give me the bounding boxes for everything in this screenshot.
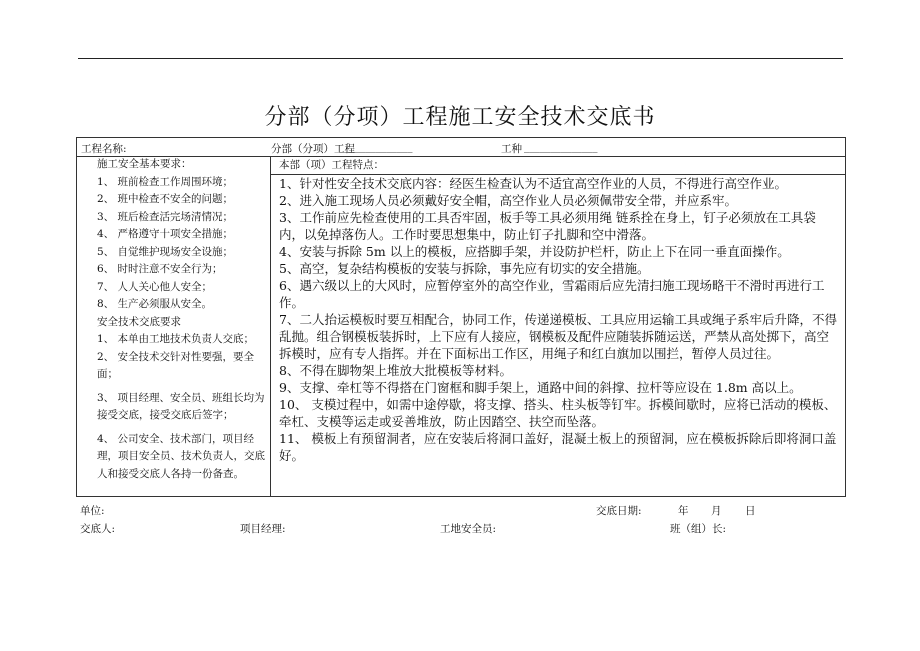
list-item: 6、遇六级以上的大风时，应暂停室外的高空作业，雪霜雨后应先清扫施工现场略干不滑时再进行工作。 bbox=[279, 278, 825, 310]
list-item: 4、 公司安全、技术部门，项目经理，项目安全员、技术负责人，交底人和接受交底人各持一份备查。 bbox=[97, 432, 265, 480]
disclosure-table bbox=[76, 137, 846, 497]
left-column bbox=[77, 156, 270, 483]
team-leader-label: 班（组）长: bbox=[670, 523, 727, 535]
list-item: 3、 项目经理、安全员、班组长均为接受交底，接受交底后签字； bbox=[97, 391, 265, 421]
project-manager-label: 项目经理: bbox=[240, 523, 286, 535]
unit-label: 单位: bbox=[80, 505, 105, 517]
list-item: 8、不得在脚物架上堆放大批模板等材料。 bbox=[279, 363, 512, 378]
project-name-label: 工程名称: bbox=[81, 143, 127, 155]
list-item: 2、进入施工现场人员必须戴好安全帽，高空作业人员必须佩带安全带，并应系牢。 bbox=[279, 193, 737, 208]
date-day: 日 bbox=[745, 505, 756, 517]
date-year: 年 bbox=[678, 505, 689, 517]
sub-project-label: 分部（分项）工程 bbox=[271, 143, 355, 155]
list-item: 2、 班中检查不安全的问题； bbox=[97, 193, 234, 205]
basic-requirements-title: 施工安全基本要求： bbox=[97, 158, 192, 170]
list-item: 2、 安全技术交针对性要强，要全面； bbox=[97, 350, 255, 380]
list-item: 5、高空，复杂结构模板的安装与拆除，事先应有切实的安全措施。 bbox=[279, 261, 650, 276]
list-item: 4、安装与拆除 5m 以上的模板，应搭脚手架，并设防护栏杆，防止上下在同一垂直面操作。 bbox=[279, 244, 790, 259]
list-item: 6、 时时注意不安全行为； bbox=[97, 263, 223, 275]
site-safety-officer-label: 工地安全员: bbox=[440, 523, 497, 535]
list-item: 1、 本单由工地技术负责人交底； bbox=[97, 333, 255, 345]
date-month: 月 bbox=[711, 505, 722, 517]
list-item: 3、 班后检查活完场清情况； bbox=[97, 210, 234, 223]
list-item: 5、 自觉维护现场安全设施； bbox=[97, 245, 234, 258]
list-item: 9、支撑、牵杠等不得搭在门窗框和脚手架上，通路中间的斜撑、拉杆等应设在 1.8m 高以上。 bbox=[279, 380, 802, 395]
disclosure-requirements-title: 安全技术交底要求 bbox=[97, 315, 181, 328]
presenter-label: 交底人: bbox=[80, 523, 116, 535]
page-title: 分部（分项）工程施工安全技术交底书 bbox=[264, 105, 656, 130]
list-item: 1、针对性安全技术交底内容：经医生检查认为不适宜高空作业的人员，不得进行高空作业。 bbox=[279, 176, 787, 191]
date-label: 交底日期: bbox=[596, 505, 642, 517]
list-item: 7、 人人关心他人安全； bbox=[97, 280, 213, 293]
list-item: 8、 生产必须服从安全。 bbox=[97, 298, 213, 310]
list-item: 10、 支模过程中，如需中途停歇，将支撑、搭头、柱头板等钉牢。拆模间歇时，应将已活动的模板、牵杠、支模等运走或妥善堆放，防止因踏空、扶空而坠落。 bbox=[279, 397, 837, 429]
trade-blank: ______________ bbox=[524, 141, 598, 153]
trade-label: 工种 bbox=[501, 143, 522, 155]
right-column bbox=[271, 156, 846, 464]
sub-project-blank: ______________ bbox=[339, 141, 413, 153]
list-item: 1、 班前检查工作周围环境； bbox=[97, 175, 234, 188]
top-rule bbox=[78, 58, 843, 59]
list-item: 3、工作前应先检查使用的工具否牢固，板手等工具必须用绳 链系拴在身上，钉子必须放在工具袋内，以免掉落伤人。工作时要思想集中，防止钉子扎脚和空中滑落。 bbox=[279, 210, 816, 242]
list-item: 4、 严格遵守十项安全措施； bbox=[97, 228, 234, 240]
table-header-row bbox=[77, 138, 845, 157]
list-item: 11、 模板上有预留洞者，应在安装后将洞口盖好，混凝土板上的预留洞，应在模板拆除后即将洞口盖好。 bbox=[279, 431, 837, 463]
project-features-heading: 本部（项）工程特点： bbox=[271, 156, 846, 175]
list-item: 7、二人抬运模板时要互相配合，协同工作，传递递模板、工具应用运输工具或绳子系牢后升降，不得乱抛。组合钢模板装拆时，上下应有人接应，钢模板及配件应随装拆随运送，严禁从高处掷下，高空拆模时，应有专人指挥。并在下面标出工作区，用绳子和红白旗加以围拦，暂停人员过往。 bbox=[279, 312, 837, 361]
